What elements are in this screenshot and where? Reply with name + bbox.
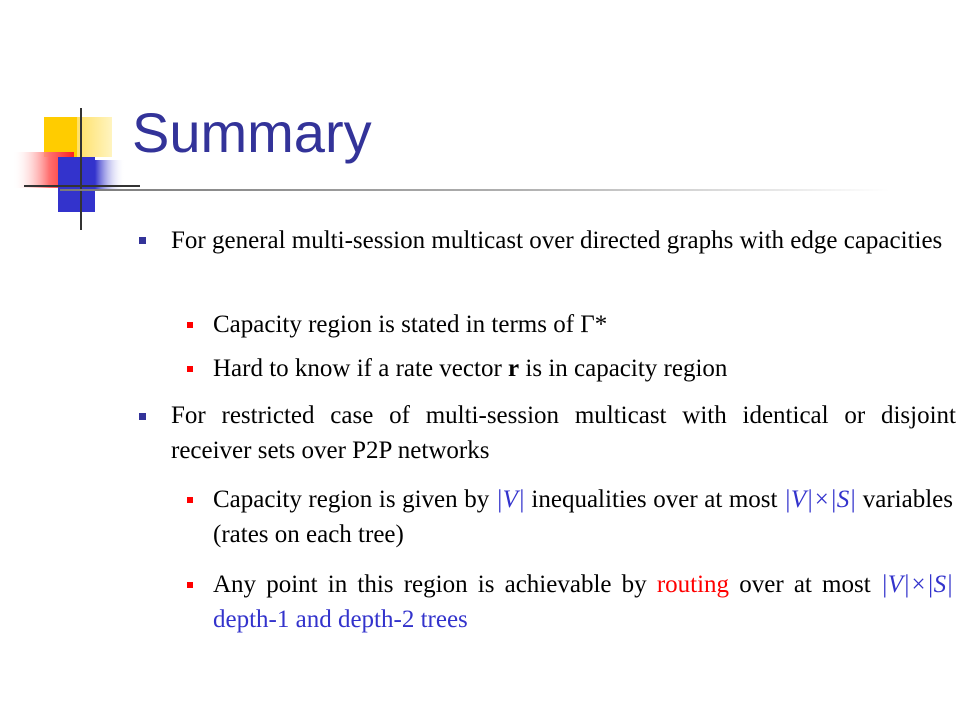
- sub-text: is in capacity region: [519, 355, 728, 382]
- v-times-s: |V|×|S|: [784, 486, 857, 513]
- sub-text: Capacity region is given by: [213, 486, 496, 513]
- sub-text: variables (rates on each tree): [213, 486, 953, 548]
- sub-bullet-marker: [187, 366, 193, 372]
- v-times-s: |V|×|S|: [880, 571, 953, 598]
- bullet-2-text: For restricted case of multi-session multicast with identical or disjoint receiver sets over P2P networks: [171, 402, 956, 464]
- gamma-star-symbol: Γ*: [580, 311, 608, 338]
- bullet-marker: [139, 413, 146, 420]
- sub-text: Any point in this region is achievable by: [213, 571, 657, 598]
- bullet-marker: [139, 237, 146, 244]
- bullet-2-sub-1: [213, 482, 953, 552]
- bullet-2-sub-2: [213, 567, 953, 637]
- sub-text: inequalities over at most: [524, 486, 785, 513]
- bullet-1-sub-2: [213, 351, 953, 386]
- v-cardinality: |V|: [495, 486, 525, 513]
- rate-vector-symbol: r: [508, 355, 520, 382]
- sub-bullet-marker: [187, 497, 193, 503]
- sub-text: Hard to know if a rate vector: [213, 355, 509, 382]
- slide-title: Summary: [132, 101, 372, 164]
- sub-bullet-marker: [187, 322, 193, 328]
- bullet-1-text: For general multi-session multicast over directed graphs with edge capacities: [171, 227, 943, 254]
- routing-emphasis: routing: [656, 571, 730, 598]
- sub-text: over at most: [729, 571, 881, 598]
- sub-bullet-marker: [187, 582, 193, 588]
- bullet-1-sub-1: [213, 307, 953, 342]
- sub-text: Capacity region is stated in terms of: [213, 311, 581, 338]
- trees-emphasis: depth-1 and depth-2 trees: [213, 606, 468, 633]
